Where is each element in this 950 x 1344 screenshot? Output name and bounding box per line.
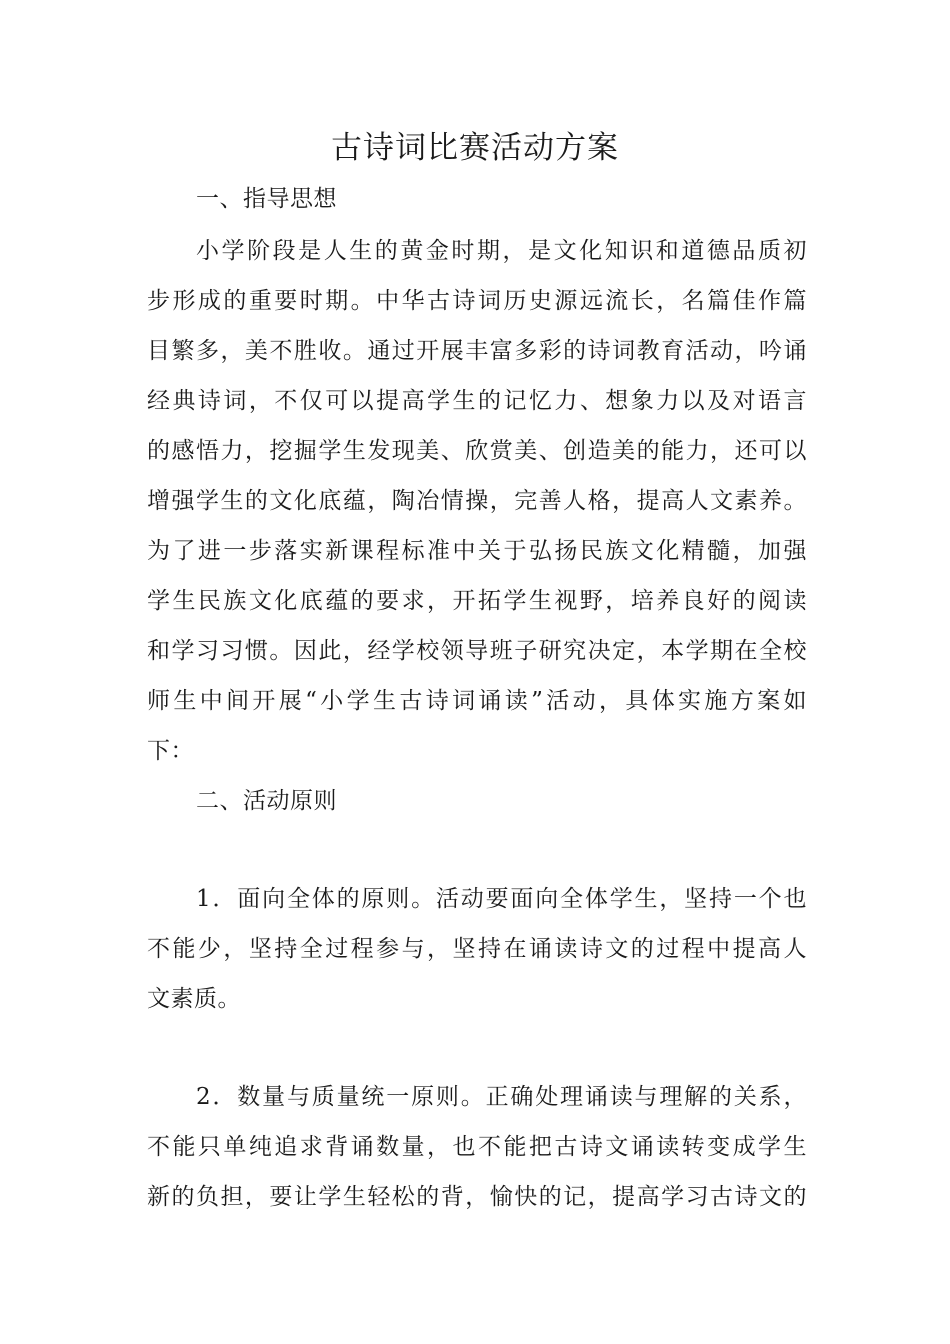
principle-2-line: 2．数量与质量统一原则。正确处理诵读与理解的关系， — [196, 1084, 807, 1110]
paragraph-line: 学生民族文化底蕴的要求，开拓学生视野，培养良好的阅读 — [147, 588, 807, 614]
paragraph-line: 小学阶段是人生的黄金时期，是文化知识和道德品质初 — [196, 238, 807, 264]
paragraph-line: 和学习习惯。因此，经学校领导班子研究决定，本学期在全校 — [147, 638, 807, 664]
principle-1-line: 1．面向全体的原则。活动要面向全体学生，坚持一个也 — [196, 886, 807, 912]
paragraph-line: 下： — [147, 738, 194, 764]
principle-2-line: 新的负担，要让学生轻松的背，愉快的记，提高学习古诗文的 — [147, 1184, 807, 1210]
principle-1-line: 不能少，坚持全过程参与，坚持在诵读诗文的过程中提高人 — [147, 936, 807, 962]
section-heading-guiding-thought: 一、指导思想 — [196, 186, 337, 212]
paragraph-line: 目繁多，美不胜收。通过开展丰富多彩的诗词教育活动，吟诵 — [147, 338, 807, 364]
principle-1-line: 文素质。 — [147, 986, 241, 1012]
paragraph-line: 增强学生的文化底蕴，陶冶情操，完善人格，提高人文素养。 — [147, 488, 807, 514]
document-title: 古诗词比赛活动方案 — [331, 130, 619, 166]
paragraph-line: 为了进一步落实新课程标准中关于弘扬民族文化精髓，加强 — [147, 538, 807, 564]
paragraph-line: 师生中间开展“小学生古诗词诵读”活动，具体实施方案如 — [147, 688, 807, 714]
principle-2-line: 不能只单纯追求背诵数量，也不能把古诗文诵读转变成学生 — [147, 1134, 807, 1160]
paragraph-line: 步形成的重要时期。中华古诗词历史源远流长，名篇佳作篇 — [147, 288, 807, 314]
paragraph-line: 的感悟力，挖掘学生发现美、欣赏美、创造美的能力，还可以 — [147, 438, 807, 464]
section-heading-principles: 二、活动原则 — [196, 788, 337, 814]
paragraph-line: 经典诗词，不仅可以提高学生的记忆力、想象力以及对语言 — [147, 388, 807, 414]
